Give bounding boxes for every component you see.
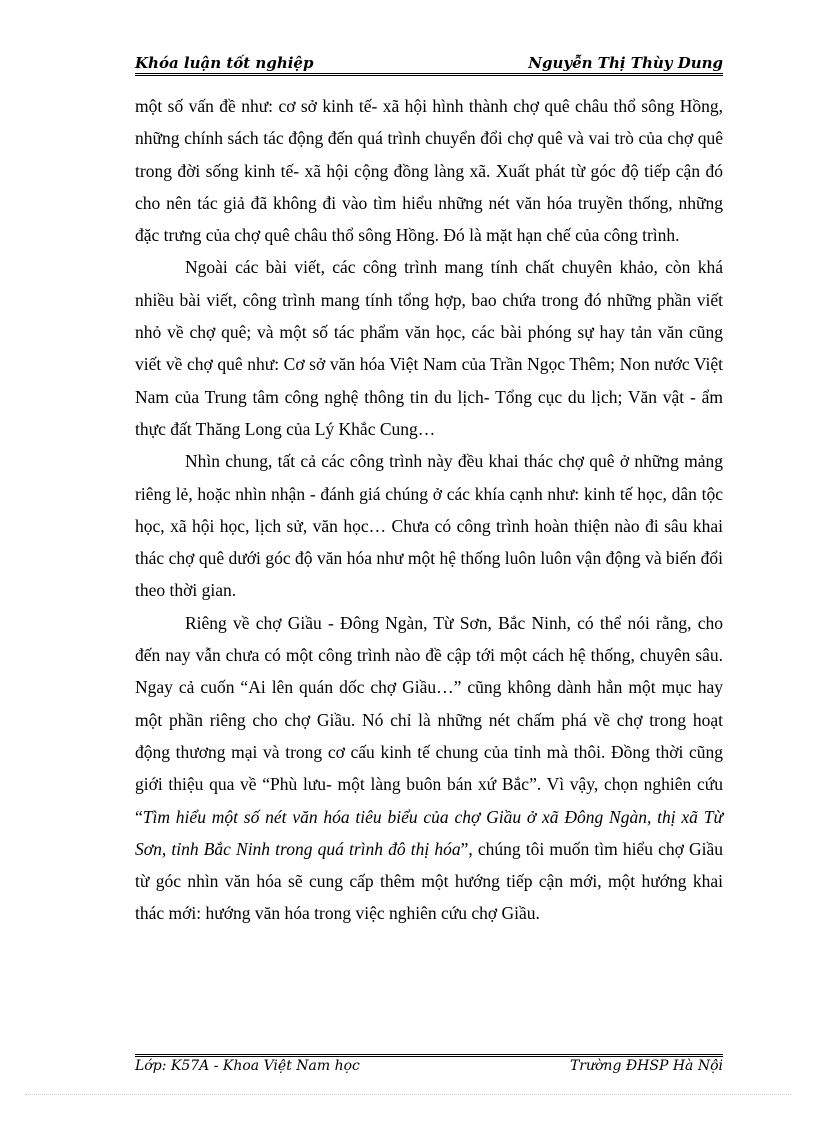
page-break-dotted-line bbox=[25, 1094, 791, 1095]
paragraph-4 bbox=[135, 607, 723, 930]
page-footer bbox=[135, 1058, 723, 1080]
footer-rule bbox=[135, 1054, 723, 1057]
body-text bbox=[135, 90, 723, 930]
paragraph-3: Nhìn chung, tất cả các công trình này đều khai thác chợ quê ở những mảng riêng lẻ, hoặc nhìn nhận - đánh giá chúng ở các khía cạnh như: kinh tế học, dân tộc học, xã hội học, lịch sử, văn học… Chưa có công trình hoàn thiện nào đi sâu khai thác chợ quê dưới góc độ văn hóa như một hệ thống luôn luôn vận động và biến đổi theo thời gian. bbox=[135, 451, 723, 601]
page-header bbox=[135, 48, 723, 72]
paragraph-4-text-before: Riêng về chợ Giầu - Đông Ngàn, Từ Sơn, Bắc Ninh, có thể nói rằng, cho đến nay vẫn chưa có một công trình nào đề cập tới một cách hệ thống, chuyên sâu. Ngay cả cuốn “Ai lên quán dốc chợ Giầu…” cũng không dành hẳn một mục hay một phần riêng cho chợ Giầu. Nó chỉ là những nét chấm phá về chợ trong hoạt động thương mại và trong cơ cấu kinh tế chung của tỉnh mà thôi. Đồng thời cũng giới thiệu qua về “Phù lưu- một làng buôn bán xứ Bắc”. Vì vậy, chọn nghiên cứu “ bbox=[135, 612, 723, 827]
header-left-title: Khóa luận tốt nghiệp bbox=[135, 54, 314, 72]
paragraph-1: một số vấn đề như: cơ sở kinh tế- xã hội hình thành chợ quê châu thổ sông Hồng, những chính sách tác động đến quá trình chuyển đổi chợ quê và vai trò của chợ quê trong đời sống kinh tế- xã hội cộng đồng làng xã. Xuất phát từ góc độ tiếp cận đó cho nên tác giả đã không đi vào tìm hiểu những nét văn hóa truyền thống, những đặc trưng của chợ quê châu thổ sông Hồng. Đó là mặt hạn chế của công trình. bbox=[135, 96, 723, 246]
footer-class: Lớp: K57A - Khoa Việt Nam học bbox=[135, 1058, 360, 1074]
header-rule bbox=[135, 73, 723, 76]
footer-university: Trường ĐHSP Hà Nội bbox=[569, 1058, 723, 1074]
paragraph-4-text-after: ”, chúng tôi muốn tìm hiểu chợ Giầu từ góc nhìn văn hóa sẽ cung cấp thêm một hướng tiếp cận mới, một hướng khai thác mới: hướng văn hóa trong việc nghiên cứu chợ Giầu. bbox=[135, 838, 723, 924]
paragraph-4-italic-title: Tìm hiểu một số nét văn hóa tiêu biểu của chợ Giầu ở xã Đông Ngàn, thị xã Từ Sơn, tỉnh Bắc Ninh trong quá trình đô thị hóa bbox=[135, 806, 723, 859]
paragraph-2: Ngoài các bài viết, các công trình mang tính chất chuyên khảo, còn khá nhiều bài viết, công trình mang tính tổng hợp, bao chứa trong đó những phần viết nhỏ về chợ quê; và một số tác phẩm văn học, các bài phóng sự hay tản văn cũng viết về chợ quê như: Cơ sở văn hóa Việt Nam của Trần Ngọc Thêm; Non nước Việt Nam của Trung tâm công nghệ thông tin du lịch- Tổng cục du lịch; Văn vật - ẩm thực đất Thăng Long của Lý Khắc Cung… bbox=[135, 257, 723, 439]
header-author: Nguyễn Thị Thùy Dung bbox=[528, 54, 723, 72]
